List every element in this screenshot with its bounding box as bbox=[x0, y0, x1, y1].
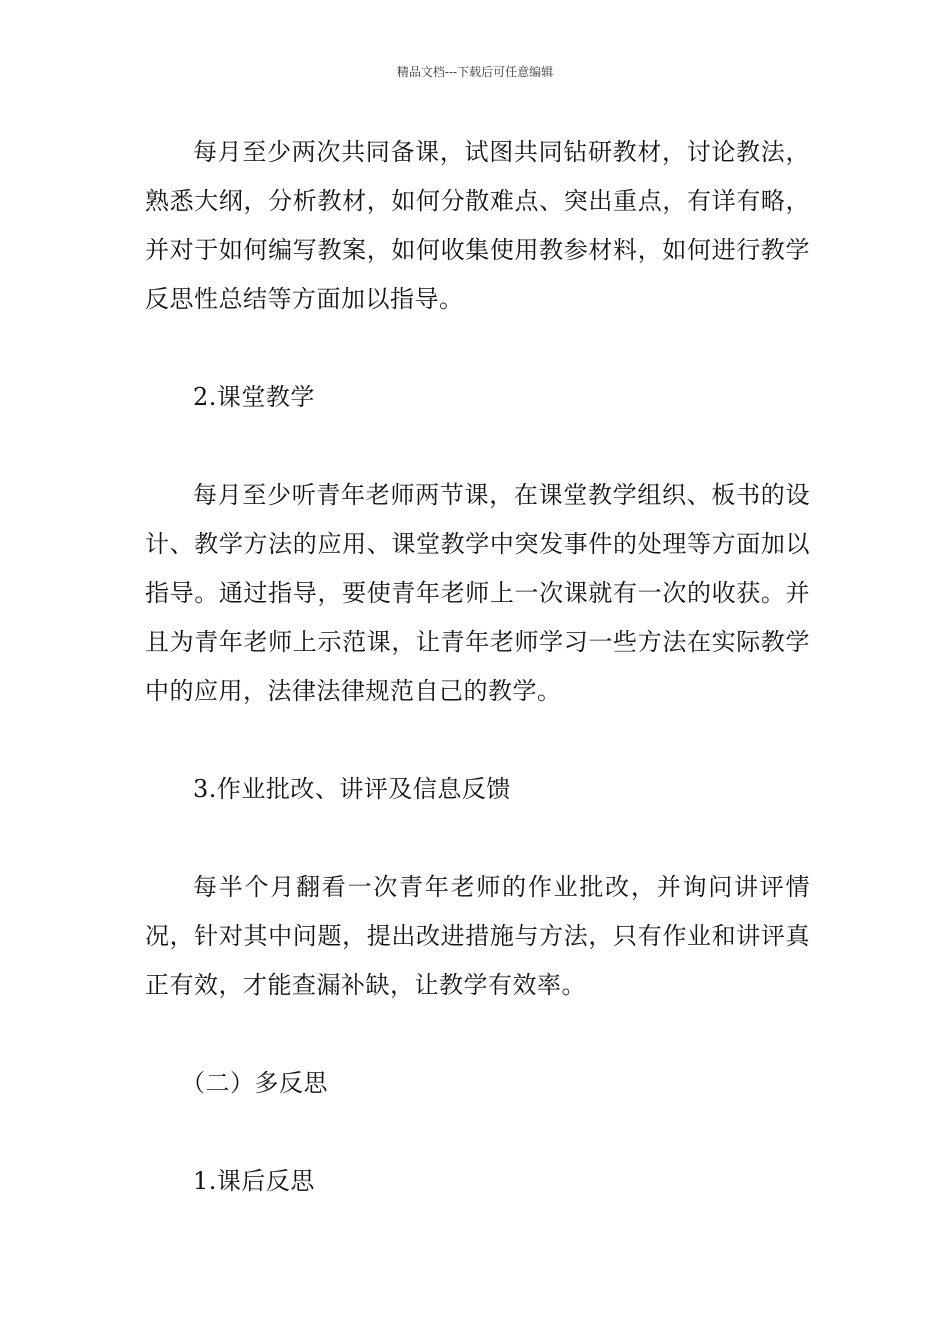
spacer bbox=[145, 1010, 810, 1059]
spacer bbox=[145, 324, 810, 373]
paragraph-classroom-teaching: 每月至少听青年老师两节课，在课堂教学组织、板书的设计、教学方法的应用、课堂教学中突发事件的处理等方面加以指导。通过指导，要使青年老师上一次课就有一次的收获。并且为青年老师上示范课，让青年老师学习一些方法在实际教学中的应用，法律法律规范自己的教学。 bbox=[145, 481, 810, 705]
spacer bbox=[145, 716, 810, 765]
paragraph-lesson-preparation: 每月至少两次共同备课，试图共同钻研教材，讨论教法，熟悉大纲，分析教材，如何分散难点、突出重点，有详有略，并对于如何编写教案，如何收集使用教参材料，如何进行教学反思性总结等方面加以指导。 bbox=[145, 138, 810, 313]
heading-after-class-reflection: 1.课后反思 bbox=[193, 1167, 315, 1195]
page-header: 精品文档---下载后可任意编辑 bbox=[396, 65, 554, 79]
paragraph-homework-feedback: 每半个月翻看一次青年老师的作业批改，并询问讲评情况，针对其中问题，提出改进措施与方法，只有作业和讲评真正有效，才能查漏补缺，让教学有效率。 bbox=[145, 873, 810, 999]
document-body bbox=[145, 128, 810, 1206]
section-heading-reflection: （二）多反思 bbox=[181, 1069, 328, 1097]
spacer bbox=[145, 814, 810, 863]
heading-classroom-teaching: 2.课堂教学 bbox=[193, 383, 315, 411]
heading-homework-feedback: 3.作业批改、讲评及信息反馈 bbox=[193, 775, 511, 803]
spacer bbox=[145, 422, 810, 471]
spacer bbox=[145, 1108, 810, 1157]
